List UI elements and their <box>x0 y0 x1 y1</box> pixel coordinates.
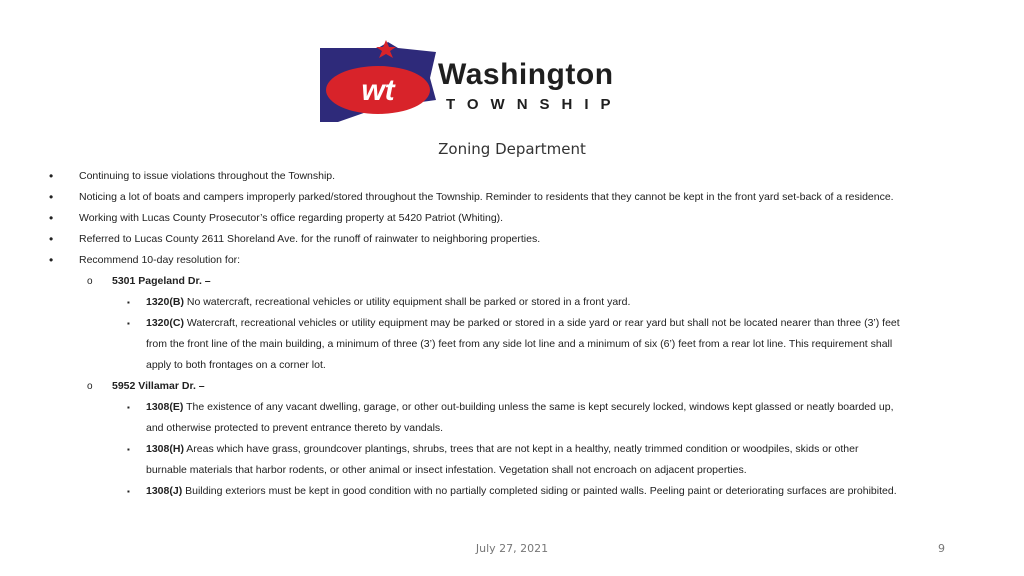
code-text: Areas which have grass, groundcover plantings, shrubs, trees that are not kept in a healthy, neatly trimmed condition or woodpiles, skids or other <box>186 443 859 455</box>
code-id: 1308(J) <box>146 485 183 497</box>
property-address: 5952 Villamar Dr. – <box>112 380 205 392</box>
code-id: 1320(B) <box>146 296 184 308</box>
slide-content <box>0 166 1024 502</box>
code-item <box>0 397 1024 418</box>
list-item <box>0 208 1024 229</box>
square-bullet-icon: ▪ <box>127 403 130 412</box>
circle-bullet-icon: o <box>87 276 93 287</box>
item-text: Referred to Lucas County 2611 Shoreland Ave. for the runoff of rainwater to neighboring properties. <box>79 233 541 245</box>
list-item <box>0 229 1024 250</box>
code-item <box>0 481 1024 502</box>
washington-township-logo <box>318 38 670 126</box>
code-id: 1308(E) <box>146 401 184 413</box>
logo-subtitle: TOWNSHIP <box>446 96 623 113</box>
bullet-icon: • <box>49 190 54 204</box>
property-address: 5301 Pageland Dr. – <box>112 275 211 287</box>
code-item <box>0 313 1024 334</box>
square-bullet-icon: ▪ <box>127 487 130 496</box>
code-text: Watercraft, recreational vehicles or utility equipment may be parked or stored in a side yard or rear yard but shall not be located nearer than three (3’) feet <box>186 317 900 329</box>
item-text: Noticing a lot of boats and campers improperly parked/stored throughout the Township. Reminder to residents that they cannot be kept in the front yard set-back of a residence. <box>79 191 894 203</box>
circle-bullet-icon: o <box>87 381 93 392</box>
bullet-icon: • <box>49 211 54 225</box>
item-text: Recommend 10-day resolution for: <box>79 254 241 266</box>
code-text: Building exteriors must be kept in good condition with no partially completed siding or painted walls. Peeling paint or deteriorating surfaces are prohibited. <box>185 485 897 497</box>
code-item <box>0 292 1024 313</box>
square-bullet-icon: ▪ <box>127 319 130 328</box>
list-item <box>0 166 1024 187</box>
code-text-continued: and otherwise protected to prevent entrance thereto by vandals. <box>146 422 444 434</box>
logo-emblem <box>318 38 438 126</box>
list-item <box>0 250 1024 271</box>
code-text: No watercraft, recreational vehicles or utility equipment shall be parked or stored in a front yard. <box>186 296 631 308</box>
bullet-icon: • <box>49 253 54 267</box>
page-number: 9 <box>938 542 945 555</box>
item-text: Working with Lucas County Prosecutor’s office regarding property at 5420 Patriot (Whiting). <box>79 212 504 224</box>
code-id: 1320(C) <box>146 317 184 329</box>
square-bullet-icon: ▪ <box>127 445 130 454</box>
property-item <box>0 271 1024 292</box>
square-bullet-icon: ▪ <box>127 298 130 307</box>
list-item <box>0 187 1024 208</box>
logo-title: Washington <box>438 58 614 91</box>
department-title: Zoning Department <box>438 140 586 158</box>
item-text: Continuing to issue violations throughout the Township. <box>79 170 336 182</box>
code-text-continued: apply to both frontages on a corner lot. <box>146 359 326 371</box>
property-item <box>0 376 1024 397</box>
code-id: 1308(H) <box>146 443 184 455</box>
footer-date: July 27, 2021 <box>475 542 549 555</box>
code-text: The existence of any vacant dwelling, garage, or other out-building unless the same is kept securely locked, windows kept glassed or neatly boarded up, <box>186 401 894 413</box>
code-item <box>0 439 1024 460</box>
logo-mark: wt <box>361 74 395 107</box>
code-text-continued: from the front line of the main building, a minimum of three (3’) feet from any side lot line and a minimum of six (6’) feet from a rear lot line. This requirement shall <box>146 338 893 350</box>
code-text-continued: burnable materials that harbor rodents, or other animal or insect infestation. Vegetation shall not encroach on adjacent properties. <box>146 464 747 476</box>
bullet-icon: • <box>49 232 54 246</box>
bullet-icon: • <box>49 169 54 183</box>
